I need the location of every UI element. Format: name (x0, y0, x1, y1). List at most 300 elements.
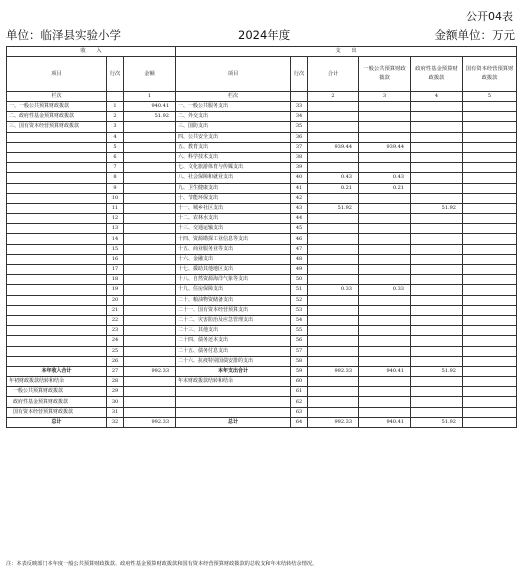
expense-row: 56 (291, 336, 308, 346)
expense-item: 十四、资源勘探工业信息等支出 (176, 234, 291, 244)
general-amount (359, 295, 411, 305)
index-row-blank-expense (291, 92, 308, 102)
income-row: 13 (107, 224, 124, 234)
col-header-fund: 政府性基金预算财政拨款 (411, 57, 463, 92)
income-row: 3 (107, 122, 124, 132)
table-row (7, 377, 517, 387)
expense-row: 45 (291, 224, 308, 234)
total-amount: 992.33 (308, 417, 359, 427)
fund-amount (411, 163, 463, 173)
general-amount (359, 305, 411, 315)
table-row (7, 122, 517, 132)
total-amount (308, 112, 359, 122)
fund-amount (411, 285, 463, 295)
table-row (7, 315, 517, 325)
index-row-blank (107, 92, 124, 102)
col-header-income-row: 行次 (107, 57, 124, 92)
state-amount (463, 122, 517, 132)
income-row: 30 (107, 397, 124, 407)
table-row (7, 214, 517, 224)
general-amount (359, 254, 411, 264)
income-item: 年初财政拨款结转和结余 (7, 377, 107, 387)
fund-amount (411, 356, 463, 366)
income-row: 7 (107, 163, 124, 173)
general-amount (359, 112, 411, 122)
state-amount (463, 183, 517, 193)
expense-item: 二十四、债务还本支出 (176, 336, 291, 346)
fund-amount (411, 407, 463, 417)
income-item (7, 315, 107, 325)
income-amount (124, 224, 176, 234)
general-amount: 940.41 (359, 417, 411, 427)
index-col-3: 3 (359, 92, 411, 102)
total-amount (308, 132, 359, 142)
total-amount (308, 152, 359, 162)
income-item (7, 336, 107, 346)
fund-amount (411, 112, 463, 122)
expense-item (176, 397, 291, 407)
income-amount (124, 244, 176, 254)
income-row: 12 (107, 214, 124, 224)
income-amount: 51.92 (124, 112, 176, 122)
reporting-unit: 单位：临泽县实验小学 (6, 28, 121, 42)
table-row (7, 163, 517, 173)
col-header-income-item: 项目 (7, 57, 107, 92)
state-amount (463, 193, 517, 203)
income-item (7, 193, 107, 203)
index-col-5: 5 (463, 92, 517, 102)
expense-item: 一、一般公共服务支出 (176, 102, 291, 112)
col-header-state: 国有资本经营预算财政拨款 (463, 57, 517, 92)
expense-row: 34 (291, 112, 308, 122)
income-amount (124, 336, 176, 346)
state-amount (463, 265, 517, 275)
state-amount (463, 244, 517, 254)
table-row (7, 366, 517, 376)
general-amount (359, 102, 411, 112)
fund-amount (411, 377, 463, 387)
index-label: 栏次 (7, 92, 107, 102)
expense-item: 八、社会保障和就业支出 (176, 173, 291, 183)
general-amount (359, 224, 411, 234)
expense-row: 43 (291, 203, 308, 213)
state-amount (463, 173, 517, 183)
income-row: 20 (107, 295, 124, 305)
income-amount (124, 275, 176, 285)
state-amount (463, 366, 517, 376)
expense-row: 42 (291, 193, 308, 203)
table-row (7, 183, 517, 193)
total-amount (308, 193, 359, 203)
expense-row: 59 (291, 366, 308, 376)
income-amount (124, 356, 176, 366)
income-row: 14 (107, 234, 124, 244)
table-row (7, 275, 517, 285)
general-amount (359, 163, 411, 173)
total-amount (308, 377, 359, 387)
state-amount (463, 203, 517, 213)
fund-amount (411, 234, 463, 244)
income-amount (124, 295, 176, 305)
total-amount (308, 315, 359, 325)
income-item (7, 152, 107, 162)
expense-item: 二十、粮油物资储备支出 (176, 295, 291, 305)
income-amount (124, 173, 176, 183)
income-amount (124, 254, 176, 264)
expense-item: 十二、农林水支出 (176, 214, 291, 224)
table-row (7, 397, 517, 407)
income-item (7, 203, 107, 213)
general-amount: 940.41 (359, 366, 411, 376)
fund-amount (411, 265, 463, 275)
income-amount (124, 326, 176, 336)
expense-row: 64 (291, 417, 308, 427)
income-item (7, 254, 107, 264)
fund-amount (411, 397, 463, 407)
income-item (7, 356, 107, 366)
expense-item: 二十三、其他支出 (176, 326, 291, 336)
income-amount (124, 163, 176, 173)
fund-amount (411, 152, 463, 162)
income-amount (124, 214, 176, 224)
table-row (7, 336, 517, 346)
state-amount (463, 152, 517, 162)
expense-item: 二、外交支出 (176, 112, 291, 122)
income-amount (124, 285, 176, 295)
expense-row: 39 (291, 163, 308, 173)
total-amount (308, 326, 359, 336)
state-amount (463, 163, 517, 173)
expense-row: 36 (291, 132, 308, 142)
expense-row: 41 (291, 183, 308, 193)
table-row (7, 224, 517, 234)
income-item (7, 285, 107, 295)
state-amount (463, 234, 517, 244)
expense-item (176, 407, 291, 417)
table-row (7, 203, 517, 213)
expense-row: 40 (291, 173, 308, 183)
table-row (7, 254, 517, 264)
expense-row: 58 (291, 356, 308, 366)
expense-row: 52 (291, 295, 308, 305)
fund-amount (411, 224, 463, 234)
income-row: 23 (107, 326, 124, 336)
table-row (7, 173, 517, 183)
total-amount: 0.43 (308, 173, 359, 183)
income-item: 总计 (7, 417, 107, 427)
total-amount (308, 224, 359, 234)
total-amount (308, 102, 359, 112)
table-row (7, 305, 517, 315)
general-amount (359, 193, 411, 203)
expense-item: 十六、金融支出 (176, 254, 291, 264)
general-amount (359, 377, 411, 387)
fund-amount (411, 244, 463, 254)
income-amount: 992.33 (124, 366, 176, 376)
total-amount: 51.92 (308, 203, 359, 213)
state-amount (463, 254, 517, 264)
expense-item: 十八、自然资源海洋气象等支出 (176, 275, 291, 285)
income-row: 10 (107, 193, 124, 203)
total-amount (308, 275, 359, 285)
expense-row: 54 (291, 315, 308, 325)
income-item (7, 326, 107, 336)
index-col-1: 1 (124, 92, 176, 102)
table-row (7, 346, 517, 356)
table-row (7, 244, 517, 254)
state-amount (463, 214, 517, 224)
index-col-2: 2 (308, 92, 359, 102)
col-header-expense-item: 项目 (176, 57, 291, 92)
income-item (7, 244, 107, 254)
state-amount (463, 142, 517, 152)
general-amount (359, 356, 411, 366)
fund-amount (411, 193, 463, 203)
expense-row: 35 (291, 122, 308, 132)
general-amount (359, 244, 411, 254)
total-amount (308, 214, 359, 224)
expense-item: 十、节能环保支出 (176, 193, 291, 203)
budget-table (6, 46, 517, 428)
income-item (7, 142, 107, 152)
income-row: 15 (107, 244, 124, 254)
general-amount (359, 346, 411, 356)
income-item: 二、政府性基金预算财政拨款 (7, 112, 107, 122)
income-amount (124, 203, 176, 213)
fund-amount (411, 305, 463, 315)
state-amount (463, 356, 517, 366)
general-amount (359, 122, 411, 132)
expense-item: 五、教育支出 (176, 142, 291, 152)
income-item (7, 234, 107, 244)
income-section-header: 收 入 (7, 47, 176, 57)
income-item: 政府性基金预算财政拨款 (7, 397, 107, 407)
income-amount (124, 305, 176, 315)
income-amount: 940.41 (124, 102, 176, 112)
income-item (7, 265, 107, 275)
total-amount (308, 387, 359, 397)
income-row: 22 (107, 315, 124, 325)
income-row: 26 (107, 356, 124, 366)
expense-row: 46 (291, 234, 308, 244)
table-row (7, 152, 517, 162)
income-row: 29 (107, 387, 124, 397)
table-row (7, 326, 517, 336)
table-row (7, 142, 517, 152)
fund-amount (411, 387, 463, 397)
income-amount (124, 407, 176, 417)
state-amount (463, 315, 517, 325)
income-row: 17 (107, 265, 124, 275)
expense-item: 本年支出合计 (176, 366, 291, 376)
total-amount (308, 122, 359, 132)
income-row: 6 (107, 152, 124, 162)
general-amount (359, 265, 411, 275)
table-row (7, 417, 517, 427)
expense-item: 七、文化旅游体育与传媒支出 (176, 163, 291, 173)
total-amount (308, 346, 359, 356)
expense-row: 47 (291, 244, 308, 254)
fund-amount (411, 315, 463, 325)
table-row (7, 295, 517, 305)
total-amount: 0.21 (308, 183, 359, 193)
general-amount (359, 387, 411, 397)
income-amount (124, 193, 176, 203)
expense-row: 44 (291, 214, 308, 224)
general-amount (359, 326, 411, 336)
expense-row: 51 (291, 285, 308, 295)
total-amount (308, 163, 359, 173)
col-header-expense-row: 行次 (291, 57, 308, 92)
expense-item: 十三、交通运输支出 (176, 224, 291, 234)
income-row: 25 (107, 346, 124, 356)
total-amount (308, 407, 359, 417)
income-amount (124, 234, 176, 244)
table-row (7, 193, 517, 203)
income-row: 31 (107, 407, 124, 417)
state-amount (463, 387, 517, 397)
income-row: 21 (107, 305, 124, 315)
income-row: 4 (107, 132, 124, 142)
expense-item: 十五、商业服务业等支出 (176, 244, 291, 254)
expense-item: 四、公共安全支出 (176, 132, 291, 142)
income-row: 2 (107, 112, 124, 122)
income-item (7, 183, 107, 193)
fund-amount (411, 295, 463, 305)
general-amount (359, 407, 411, 417)
fund-amount (411, 142, 463, 152)
total-amount: 939.44 (308, 142, 359, 152)
general-amount: 0.21 (359, 183, 411, 193)
expense-row: 55 (291, 326, 308, 336)
expense-item: 十九、住房保障支出 (176, 285, 291, 295)
income-amount (124, 387, 176, 397)
income-item (7, 163, 107, 173)
income-row: 28 (107, 377, 124, 387)
fund-amount (411, 326, 463, 336)
fund-amount (411, 214, 463, 224)
expense-item (176, 387, 291, 397)
table-row (7, 387, 517, 397)
income-amount (124, 183, 176, 193)
expense-item: 十一、城乡社区支出 (176, 203, 291, 213)
expense-item: 二十五、债务付息支出 (176, 346, 291, 356)
expense-item: 总计 (176, 417, 291, 427)
table-row (7, 285, 517, 295)
expense-item: 三、国防支出 (176, 122, 291, 132)
state-amount (463, 275, 517, 285)
expense-item: 十七、援助其他地区支出 (176, 265, 291, 275)
general-amount (359, 315, 411, 325)
general-amount (359, 203, 411, 213)
income-amount (124, 315, 176, 325)
income-item: 本年收入合计 (7, 366, 107, 376)
expense-row: 63 (291, 407, 308, 417)
expense-row: 38 (291, 152, 308, 162)
expense-item: 二十二、灾害防治及应急管理支出 (176, 315, 291, 325)
state-amount (463, 224, 517, 234)
income-row: 19 (107, 285, 124, 295)
fund-amount (411, 102, 463, 112)
index-col-4: 4 (411, 92, 463, 102)
income-amount (124, 346, 176, 356)
expense-section-header: 支 出 (176, 47, 517, 57)
expense-row: 37 (291, 142, 308, 152)
income-amount (124, 152, 176, 162)
state-amount (463, 295, 517, 305)
income-item (7, 173, 107, 183)
col-header-total: 合计 (308, 57, 359, 92)
state-amount (463, 285, 517, 295)
general-amount (359, 214, 411, 224)
fiscal-year: 2024年度 (238, 28, 291, 42)
expense-item: 二十一、国有资本经营预算支出 (176, 305, 291, 315)
general-amount (359, 397, 411, 407)
income-row: 8 (107, 173, 124, 183)
income-row: 5 (107, 142, 124, 152)
income-amount (124, 377, 176, 387)
expense-row: 49 (291, 265, 308, 275)
form-code: 公开04表 (466, 10, 513, 23)
total-amount (308, 305, 359, 315)
expense-item: 六、科学技术支出 (176, 152, 291, 162)
income-row: 24 (107, 336, 124, 346)
general-amount (359, 132, 411, 142)
report-header (6, 27, 517, 43)
state-amount (463, 326, 517, 336)
expense-row: 62 (291, 397, 308, 407)
income-row: 27 (107, 366, 124, 376)
general-amount: 0.33 (359, 285, 411, 295)
total-amount (308, 397, 359, 407)
general-amount: 939.44 (359, 142, 411, 152)
total-amount: 992.33 (308, 366, 359, 376)
state-amount (463, 336, 517, 346)
fund-amount: 51.92 (411, 203, 463, 213)
table-note: 注：本表反映部门本年度一般公共预算财政拨款、政府性基金预算财政拨款和国有资本经营预算财政拨款的总收支和年末结转结余情况。 (6, 561, 318, 567)
total-amount: 0.33 (308, 285, 359, 295)
expense-row: 60 (291, 377, 308, 387)
general-amount (359, 152, 411, 162)
expense-item: 九、卫生健康支出 (176, 183, 291, 193)
income-amount (124, 397, 176, 407)
fund-amount (411, 183, 463, 193)
income-item (7, 214, 107, 224)
income-item (7, 275, 107, 285)
expense-row: 48 (291, 254, 308, 264)
expense-item: 二十六、抗疫特别国债安排的支出 (176, 356, 291, 366)
total-amount (308, 234, 359, 244)
income-item: 国有资本经营预算财政拨款 (7, 407, 107, 417)
expense-row: 53 (291, 305, 308, 315)
general-amount: 0.43 (359, 173, 411, 183)
income-item (7, 346, 107, 356)
index-label-expense: 栏次 (176, 92, 291, 102)
expense-row: 57 (291, 346, 308, 356)
fund-amount (411, 132, 463, 142)
total-amount (308, 356, 359, 366)
state-amount (463, 102, 517, 112)
income-item (7, 305, 107, 315)
general-amount (359, 234, 411, 244)
income-item: 一、一般公共预算财政拨款 (7, 102, 107, 112)
fund-amount (411, 336, 463, 346)
total-amount (308, 254, 359, 264)
total-amount (308, 244, 359, 254)
income-row: 18 (107, 275, 124, 285)
income-row: 32 (107, 417, 124, 427)
income-item (7, 132, 107, 142)
